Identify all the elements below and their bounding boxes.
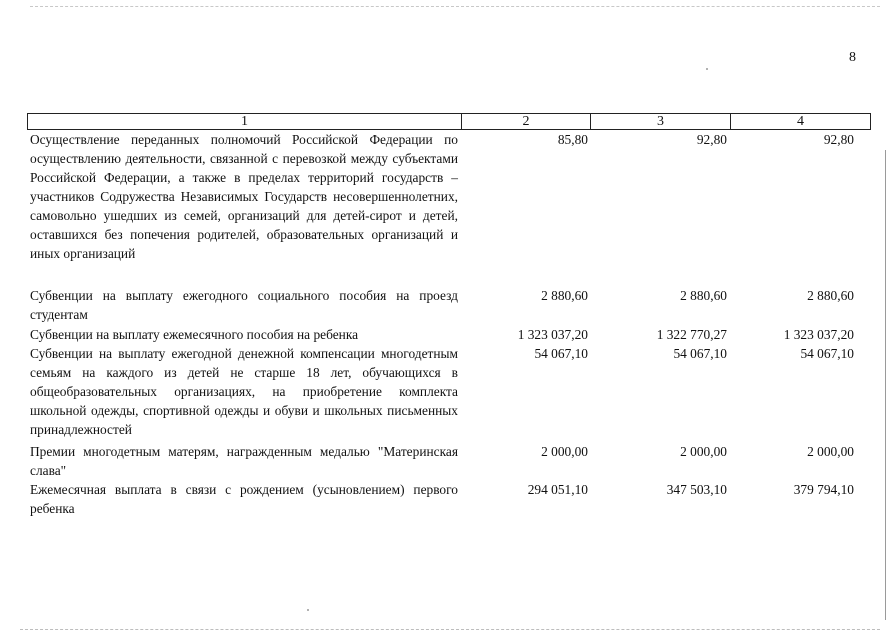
row-value-col4: 2 880,60 <box>807 288 854 303</box>
row-description: Субвенции на выплату ежемесячного пособия на ребенка <box>30 327 359 342</box>
row-value-col3: 1 322 770,27 <box>656 327 727 342</box>
row-value-col2: 54 067,10 <box>534 346 588 361</box>
scan-edge-right <box>885 150 886 620</box>
scan-speck <box>307 609 309 611</box>
row-description: Осуществление переданных полномочий Российской Федерации по осуществлению деятельности, связанной с перевозкой между субъектами Российской Федерации, а также в пределах территорий государств – участников Содружества Независимых Государств несовершеннолетних, самовольно ушедших из семей, организаций для детей-сирот и детей, оставшихся без попечения родителей, образовательных организаций и иных организаций <box>30 132 458 261</box>
scan-edge-bottom <box>20 629 880 630</box>
row-value-col4: 54 067,10 <box>800 346 854 361</box>
row-value-col2: 2 000,00 <box>541 444 588 459</box>
scan-speck <box>706 68 708 70</box>
scan-edge-top <box>30 6 880 7</box>
row-value-col3: 2 000,00 <box>680 444 727 459</box>
row-value-col2: 2 880,60 <box>541 288 588 303</box>
table-header-cell: 1 <box>28 114 462 129</box>
row-description: Премии многодетным матерям, награжденным медалью "Материнская слава" <box>30 444 458 478</box>
row-value-col4: 379 794,10 <box>793 482 854 497</box>
row-value-col2: 1 323 037,20 <box>517 327 588 342</box>
row-value-col4: 1 323 037,20 <box>783 327 854 342</box>
row-value-col3: 92,80 <box>696 132 727 147</box>
row-description: Ежемесячная выплата в связи с рождением (усыновлением) первого ребенка <box>30 482 458 516</box>
row-description: Субвенции на выплату ежегодной денежной компенсации многодетным семьям на каждого из детей не старше 18 лет, обучающихся в общеобразовательных организациях, на приобретение комплекта школьной одежды, спортивной одежды и обуви и школьных письменных принадлежностей <box>30 346 458 437</box>
row-value-col4: 92,80 <box>823 132 854 147</box>
row-description: Субвенции на выплату ежегодного социального пособия на проезд студентам <box>30 288 458 322</box>
row-value-col3: 54 067,10 <box>673 346 727 361</box>
row-value-col4: 2 000,00 <box>807 444 854 459</box>
table-header-cell: 4 <box>797 114 804 129</box>
table-header-cell: 2 <box>462 114 591 129</box>
row-value-col3: 347 503,10 <box>666 482 727 497</box>
page-number: 8 <box>849 50 856 65</box>
table-header-cell: 3 <box>591 114 731 129</box>
row-value-col2: 85,80 <box>557 132 588 147</box>
row-value-col3: 2 880,60 <box>680 288 727 303</box>
table-header-row <box>27 113 871 130</box>
row-value-col2: 294 051,10 <box>527 482 588 497</box>
